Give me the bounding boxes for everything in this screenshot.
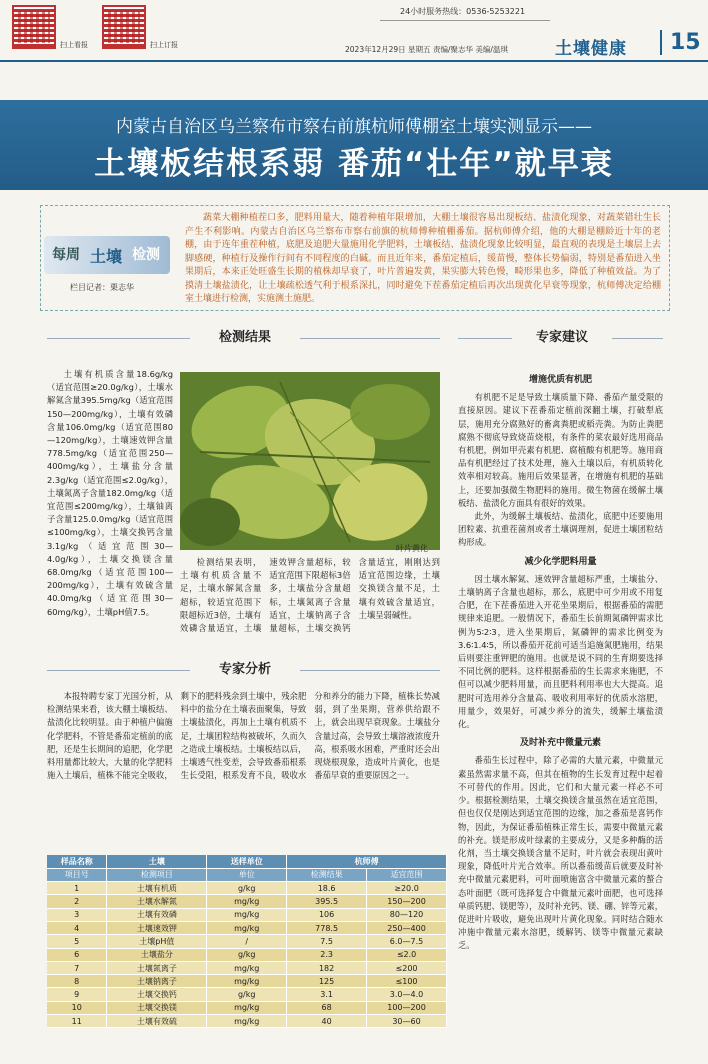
cell: 土壤有效磷 [107,908,207,921]
table-header-row [47,855,447,868]
table-row [47,935,447,948]
weekly-check-badge [44,236,170,274]
detection-text-col1 [47,368,173,636]
divider [380,20,550,21]
cell: mg/kg [207,961,287,974]
cell: 土壤有机质 [107,882,207,895]
qr-code-read-icon[interactable] [12,5,56,49]
cell: 100—200 [367,1001,447,1014]
cell: 1 [47,882,107,895]
cell: ≥20.0 [367,882,447,895]
cell: 土壤速效钾 [107,921,207,934]
cell: 土壤有效硫 [107,1015,207,1028]
cell: mg/kg [207,1015,287,1028]
cell: 2 [47,895,107,908]
cell: g/kg [207,882,287,895]
section-title: 土壤健康 [555,39,627,59]
cell: 土壤钠离子 [107,975,207,988]
table-row [47,988,447,1001]
table-row [47,921,447,934]
badge-weekly: 每周 [52,247,80,263]
advice-text [458,368,663,1038]
cell: 250—400 [367,921,447,934]
cell: 40 [287,1015,367,1028]
cell: mg/kg [207,908,287,921]
cell: mg/kg [207,895,287,908]
cell: 395.5 [287,895,367,908]
page-header [0,0,708,62]
cell: 3 [47,908,107,921]
lead-paragraph: 蔬菜大棚种植茬口多，肥料用量大，随着种植年限增加，大棚土壤很容易出现板结、盐渍化现象，对蔬菜错壮生长产生不利影响。内蒙古自治区乌兰察布市察右前旗的杭师傅种植棚番茄。据杭师傅介绍，他的大棚是棚龄近十年的老棚，由于连年重茬种植，底肥及追肥大量施用化学肥料，土壤板结、盐渍化现象比较明显，最直观的表现是土壤层上去脚感硬，种植行及操作行间有不同程度的白碱。而且近年来，番茄定植后，缓苗慢，整体长势偏弱，特别是番茄进入坐果期后，本来正处旺盛生长期的植株却早衰了，叶片普遍发黄，果实膨大转色慢，畸形果也多，降低了种植效益。为了摸清土壤盐渍化，让土壤疏松透气利于根系深扎，同时避免下茬番茄定植后再次出现黄化早衰等现象，杭师傅决定给棚室土壤进行检测，实施测土施肥。 [185,213,661,304]
cell: 80—120 [367,908,447,921]
table-header: 杭师傅 [287,855,447,868]
qr1-label: 扫上看报 [60,41,88,49]
cell: 10 [47,1001,107,1014]
cell: 土壤氮离子 [107,961,207,974]
cell: 4 [47,921,107,934]
cell: 3.0—4.0 [367,988,447,1001]
cell: 125 [287,975,367,988]
detection-title: 检测结果 [190,325,300,351]
cell: ≤2.0 [367,948,447,961]
table-row [47,948,447,961]
analysis-text [47,690,440,848]
badge-check: 检测 [132,247,160,263]
cell: 9 [47,988,107,1001]
table-header: 单位 [207,868,287,881]
cell: 土壤pH值 [107,935,207,948]
cell: 2.3 [287,948,367,961]
qr2-label: 扫上订报 [150,41,178,49]
cell: 5 [47,935,107,948]
cell: 778.5 [287,921,367,934]
advice-subheading: 及时补充中微量元素 [519,738,601,749]
date-line: 2023年12月29日 星期五 责编/聚志华 美编/温琪 [345,45,508,54]
cell: 18.6 [287,882,367,895]
cell: mg/kg [207,921,287,934]
badge-soil: 土壤 [90,247,123,266]
table-header: 检测结果 [287,868,367,881]
page-number: 15 [660,30,701,55]
table-row [47,1015,447,1028]
photo-caption: 叶片黄化 [396,544,428,553]
advice-subheading: 减少化学肥料用量 [524,556,597,567]
cell: 11 [47,1015,107,1028]
cell: 土壤盐分 [107,948,207,961]
cell: 30—60 [367,1015,447,1028]
cell: 土壤交换镁 [107,1001,207,1014]
cell: mg/kg [207,975,287,988]
table-row [47,975,447,988]
table-row [47,961,447,974]
test-results-table [47,855,447,1028]
advice-paragraph: 因土壤水解氮、速效钾含量超标严重，土壤盐分、土壤钠离子含量也超标，那么，底肥中可少用或不用复合肥，在下茬番茄进入开花坐果期后，根据番茄的需肥规律来追肥。一般情况下，番茄生长前期氮磷钾需求比例为5∶2∶3，进入坐果期后，氮磷钾的需求比例变为3.6∶1.4∶5，所以番茄开花前可适当追施氮肥施用，结果后则要注重钾肥的施用。也就是说不同的生育期要选择不同比例的肥料。这样根据番茄的生长需求来施肥，不但可以减少肥料用量，而且肥料利用率也大大提高。追肥时可选用养分含量高、吸收利用率好的优质水溶肥，用量少，效果好，可减少养分的流失，缓解土壤盐渍化。 [458,573,663,730]
table-header: 样品名称 [47,855,107,868]
cell: 7.5 [287,935,367,948]
qr-code-subscribe-icon[interactable] [102,5,146,49]
kicker: 内蒙古自治区乌兰察布市察右前旗杭师傅棚室土壤实测显示—— [116,117,592,137]
cell: 土壤水解氮 [107,895,207,908]
hotline: 24小时服务热线：0536-5253221 [400,7,526,16]
cell: 7 [47,961,107,974]
table-row [47,908,447,921]
leaf-image [180,372,440,550]
detection-text1: 土壤有机质含量18.6g/kg（适宜范围≥20.0g/kg），土壤水解氮含量395.5mg/kg（适宜范围150—200mg/kg），土壤有效磷含量106.0mg/kg（适宜范围80—120mg/kg），土壤速效钾含量778.5mg/kg（适宜范围250—400mg/kg），土壤盐分含量2.3g/kg（适宜范围≤2.0g/kg），土壤氮离子含量182.0mg/kg（适宜范围≤200mg/kg），土壤铀离子含量125.0.0mg/kg（适宜范围≤100mg/kg），土壤交换钙含量3.1g/kg（适宜范围30—4.0g/kg），土壤交换镁含量68.0mg/kg（适宜范围100—200mg/kg），土壤有效硫含量40.0mg/kg（适宜范围30—60mg/kg），土壤pH值7.5。 [47,369,173,617]
analysis-paragraph: 本报特聘专家丁光国分析，从检测结果来看，该大棚土壤板结、盐渍化比较明显。由于种植户偏施化学肥料，不管是番茄定植前的底肥，还是生长期间的追肥，化学肥料用量都比较大，大量的化学肥料施入土壤后，植株不能完全吸收，剩下的肥料残余到土壤中，残余肥料中的盐分在土壤表面聚集，导致土壤盐渍化，再加上土壤有机质不足，土壤团粒结构被破坏，久而久之造成土壤板结。土壤板结以后，土壤透气性变差，会导致番茄根系生长受阻，根系发育不良，吸收水分和养分的能力下降，植株长势减弱，到了坐果期，营养供给跟不上，就会出现早衰现象。土壤盐分含量过高，会导致土壤溶液浓度升高，根系吸水困难，严重时还会出现烧根现象，造成叶片黄化，也是番茄早衰的重要原因之一。 [47,691,440,781]
table-header: 土壤 [107,855,207,868]
cell: 106 [287,908,367,921]
table-header: 项目号 [47,868,107,881]
cell: 6.0—7.5 [367,935,447,948]
tomato-leaf-photo [180,372,440,550]
cell: g/kg [207,948,287,961]
advice-paragraph: 番茄生长过程中，除了必需的大量元素，中微量元素虽然需求量不高，但其在植物的生长发育过程中起着不可替代的作用。因此，它们和大量元素一样必不可少。根据检测结果，土壤交换镁含量虽然在适宜范围，但也仅仅是刚达到适宜范围的边缘，加之番茄是喜钙作物，因此，为保证番茄植株正常生长，需要中微量元素的补充。镁是形成叶绿素的主要成分，又是多种酶的活化剂，当土壤交换镁含量不足时，叶片就会表现出黄叶现象，降低叶片光合效率。所以番茄缓苗后就要及时补充中微量元素肥料，可叶面喷施富含中微量元素的螯合态叶面肥（既可选择复合中微量元素叶面肥，也可选择单质钙肥、镁肥等），及时补充钙、镁、硼、锌等元素，促进叶片吸收，避免出现叶片黄化现象。同时结合随水冲施中微量元素水溶肥，缓解钙、镁等中微量元素缺乏。 [458,755,663,951]
advice-subheading: 增施优质有机肥 [528,375,592,385]
table-header: 适宜范围 [367,868,447,881]
table-row [47,895,447,908]
byline: 栏目记者：栗志华 [70,283,134,292]
table-row [47,882,447,895]
table-header-row [47,868,447,881]
headline: 土壤板结根系弱 番茄“壮年”就早衰 [94,146,614,182]
cell: / [207,935,287,948]
cell: 土壤交换钙 [107,988,207,1001]
cell: 8 [47,975,107,988]
detection-text-col2 [180,556,440,636]
table-row [47,1001,447,1014]
table-header: 检测项目 [107,868,207,881]
table-header: 送样单位 [207,855,287,868]
cell: mg/kg [207,1001,287,1014]
cell: 182 [287,961,367,974]
advice-paragraph: 此外，为缓解土壤板结、盐渍化，底肥中还要施用团粒素、抗重茬菌剂或者土壤调理剂，促进土壤团粒结构形成。 [458,511,663,548]
cell: 3.1 [287,988,367,1001]
cell: g/kg [207,988,287,1001]
cell: 6 [47,948,107,961]
advice-paragraph: 有机肥不足是导致土壤质量下降、番茄产量受限的直接原因。建议下茬番茄定植前深翻土壤，打破犁底层，施用充分腐熟好的畜禽粪肥或稻壳粪。为防止粪肥腐熟不彻底导致烧苗烧根，有条件的菜农最好选用商品有机肥，例如甲壳素有机肥、腐植酸有机肥等。施用商品有机肥经过了技术处理，施入土壤以后，有机质转化效率相对较高。施用后效果显著，在增施有机肥的基础上，还要加强微生物肥料的施用。微生物菌在缓解土壤板结、盐渍化方面具有很好的效果。 [458,392,663,508]
cell: 150—200 [367,895,447,908]
cell: ≤100 [367,975,447,988]
detection-text2: 检测结果表明，土壤有机质含量不足，土壤水解氮含量超标，较适宜范围下限超标近3倍，土壤有效磷含量适宜，土壤速效钾含量超标，较适宜范围下限超标3倍多，土壤盐分含量超标，土壤氮离子含量适宜，土壤钠离子含量超标，土壤交换钙含量适宜，刚刚达到适宜范围边缘，土壤交换镁含量不足，土壤有效硫含量适宜，土壤呈弱碱性。 [180,557,440,634]
cell: 68 [287,1001,367,1014]
cell: ≤200 [367,961,447,974]
analysis-title: 专家分析 [190,657,300,683]
advice-title: 专家建议 [512,325,612,351]
